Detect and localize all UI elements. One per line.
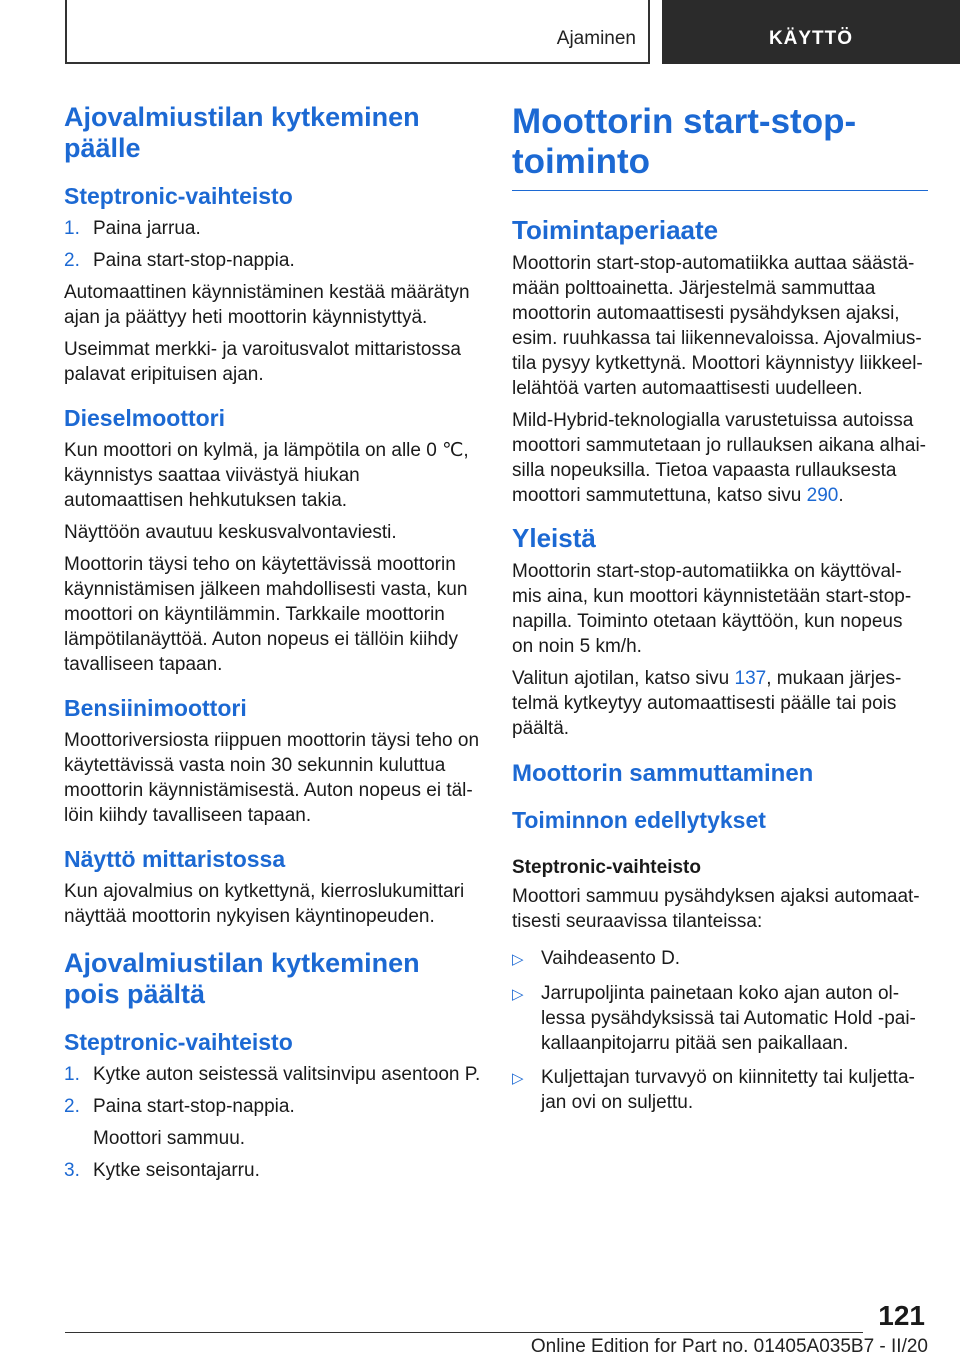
step-text: Paina start-stop-nappia. (93, 1096, 295, 1117)
paragraph-text: . (838, 485, 844, 506)
step-number: 1. (64, 218, 80, 239)
list-item-text: Vaihdeasento D. (541, 948, 681, 969)
list-item-text: Jarrupoljinta painetaan koko ajan auton ol‐lessa pysähdyksissä tai Automatic Hold -pai‐kallaanpitojarru pitää sen paikallaan. (541, 983, 916, 1054)
triangle-bullet-icon: ▷ (512, 986, 524, 1003)
step-number: 2. (64, 1096, 80, 1117)
paragraph-text: Valitun ajotilan, katso sivu (512, 668, 735, 689)
paragraph: Kun ajovalmius on kytkettynä, kierroslukumittari näyttää moottorin nykyisen käyntinopeuden. (64, 881, 465, 927)
list-item (512, 946, 928, 972)
step-text: Kytke auton seistessä valitsinvipu asentoon P. (93, 1064, 481, 1085)
header-section-title: Ajaminen (556, 28, 636, 49)
right-column (512, 102, 928, 1124)
heading-petrol: Bensiinimoottori (64, 695, 247, 721)
heading-switch-on: Ajovalmiustilan kytkeminen päälle (64, 102, 420, 163)
list-item (512, 1065, 928, 1115)
triangle-bullet-icon: ▷ (512, 1070, 524, 1087)
header-bottom-rule (65, 62, 650, 64)
heading-conditions: Toiminnon edellytykset (512, 807, 766, 833)
footer-rule (65, 1332, 863, 1333)
page-link-137[interactable]: 137 (734, 668, 767, 689)
heading-diesel: Dieselmoottori (64, 405, 226, 431)
step-number: 3. (64, 1160, 80, 1181)
heading-on-steptronic: Steptronic-vaihteisto (64, 183, 293, 209)
step-text: Kytke seisontajarru. (93, 1160, 260, 1181)
step-text: Paina jarrua. (93, 218, 201, 239)
heading-steptronic: Steptronic-vaihteisto (512, 857, 701, 878)
list-item (64, 1094, 482, 1119)
paragraph: Useimmat merkki- ja varoitusvalot mittaristossa palavat eripituisen ajan. (64, 339, 461, 385)
paragraph: Näyttöön avautuu keskusvalvontaviesti. (64, 522, 397, 543)
paragraph (512, 408, 928, 508)
step-number: 1. (64, 1064, 80, 1085)
header-chapter-tab (662, 0, 960, 64)
heading-principle: Toimintaperiaate (512, 215, 719, 245)
paragraph: Moottori sammuu pysähdyksen ajaksi automaat‐tisesti seuraavissa tilanteissa: (512, 886, 920, 932)
heading-switch-off: Ajovalmiustilan kytkeminen pois päältä (64, 948, 420, 1009)
heading-general: Yleistä (512, 523, 596, 553)
paragraph (512, 666, 928, 741)
paragraph: Moottorin start-stop-automatiikka on käyttöval‐mis aina, kun moottori käynnistetään start-stop-napilla. Toiminto otetaan käyttöön, kun nopeus on noin 5 km/h. (512, 561, 912, 657)
list-item (64, 216, 482, 241)
left-column (64, 102, 482, 1190)
paragraph: Kun moottori on kylmä, ja lämpötila on alle 0 ℃, käynnistys saattaa viivästyä hiukan automaattisen hehkutuksen takia. (64, 440, 469, 511)
step-number: 2. (64, 250, 80, 271)
edition-footer: Online Edition for Part no. 01405A035B7 - II/20 (530, 1336, 928, 1357)
chapter-label: KÄYTTÖ (768, 28, 854, 49)
heading-start-stop: Moottorin start-stop-toiminto (512, 102, 928, 191)
paragraph: Moottorin täysi teho on käytettävissä moottorin käynnistämisen jälkeen mahdollisesti vasta, kun moottori on käyntilämmin. Tarkkaile moottorin lämpötilanäyttöä. Auton nopeus ei tällöin kiihdy tavalliseen tapaan. (64, 554, 468, 675)
paragraph: Automaattinen käynnistäminen kestää määrätyn ajan ja päättyy heti moottorin käynnistyttyä. (64, 282, 470, 328)
header-right-rule (648, 0, 650, 64)
heading-off-steptronic: Steptronic-vaihteisto (64, 1029, 293, 1055)
heading-display: Näyttö mittaristossa (64, 846, 286, 872)
list-item-text: Kuljettajan turvavyö on kiinnitetty tai kuljetta‐jan ovi on suljettu. (541, 1067, 915, 1113)
page-number: 121 (878, 1300, 925, 1331)
list-item (512, 981, 928, 1056)
paragraph: Moottorin start-stop-automatiikka auttaa säästä‐mään polttoainetta. Järjestelmä sammuttaa moottorin automaattisesti pysähdyksen ajaksi, esim. ruuhkassa tai liikennevaloissa. Ajovalmius‐tila pysyy kytkettynä. Moottori käynnistyy liikkeel‐lelähtöä varten automaattisesti uudelleen. (512, 253, 923, 399)
page-link-290[interactable]: 290 (806, 485, 839, 506)
paragraph: Moottoriversiosta riippuen moottorin täysi teho on käytettävissä vasta noin 30 sekunnin kuluttua moottorin käynnistämisestä. Auton nopeus ei täl‐löin kiihdy tavalliseen tapaan. (64, 730, 480, 826)
list-item (64, 1158, 482, 1183)
step-text: Paina start-stop-nappia. (93, 250, 295, 271)
list-item (64, 248, 482, 273)
paragraph-text: Mild-Hybrid-teknologialla varustetuissa autoissa moottori sammutetaan jo rullauksen aikana alhai‐silla nopeuksilla. Tietoa vapaasta rullauksesta moottori sammutettuna, katso sivu (512, 410, 926, 506)
heading-shutdown: Moottorin sammuttaminen (512, 760, 814, 787)
header-left-rule (65, 0, 67, 64)
list-item (64, 1062, 482, 1087)
paragraph-text: , mukaan järjes‐telmä kytkeytyy automaattisesti päälle tai pois päältä. (512, 668, 902, 739)
triangle-bullet-icon: ▷ (512, 951, 524, 968)
step-result: Moottori sammuu. (93, 1128, 246, 1149)
